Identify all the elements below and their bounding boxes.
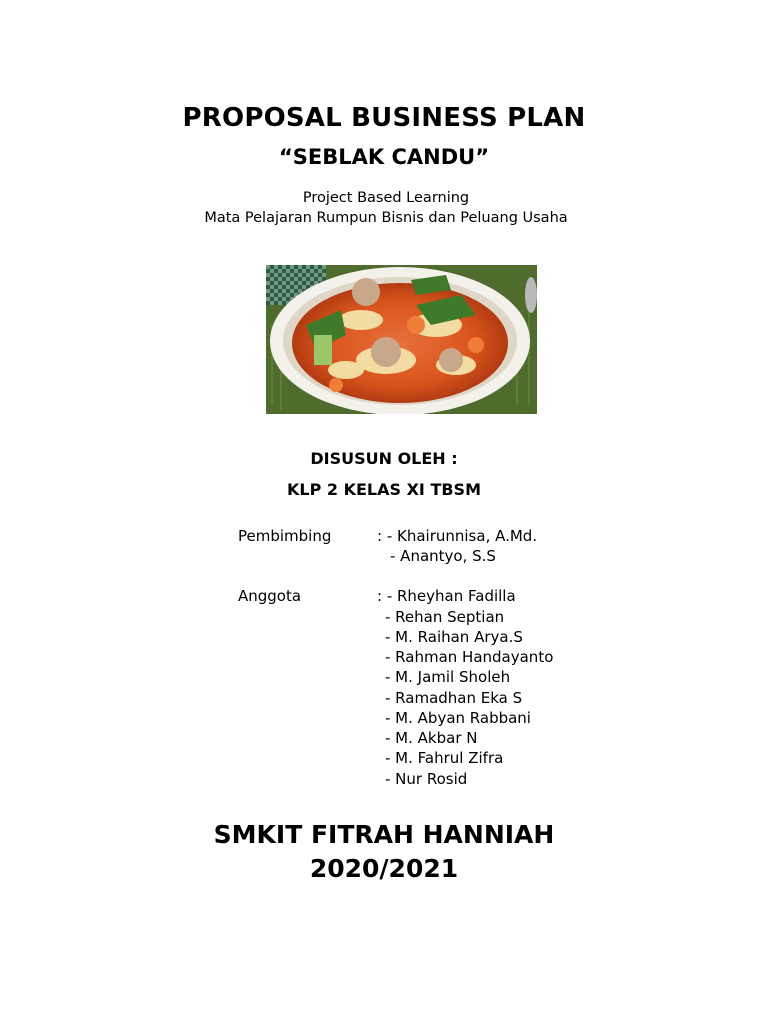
- advisor-name: - Anantyo, S.S: [390, 547, 496, 565]
- school-name: SMKIT FITRAH HANNIAH: [213, 820, 555, 849]
- group-label: KLP 2 KELAS XI TBSM: [286, 480, 481, 499]
- member-name: - M. Fahrul Zifra: [385, 749, 504, 767]
- member-name: - M. Jamil Sholeh: [385, 668, 511, 686]
- document-title: PROPOSAL BUSINESS PLAN: [182, 103, 586, 133]
- compiled-by-label: DISUSUN OLEH :: [310, 449, 458, 468]
- member-name: : - Rheyhan Fadilla: [377, 587, 516, 605]
- member-name: - Rahman Handayanto: [385, 648, 554, 666]
- member-name: - Rehan Septian: [385, 608, 505, 626]
- advisor-label: Pembimbing: [238, 527, 332, 545]
- context-line-2: Mata Pelajaran Rumpun Bisnis dan Peluang Usaha: [204, 210, 568, 226]
- member-name: - M. Akbar N: [385, 729, 478, 747]
- advisor-name: : - Khairunnisa, A.Md.: [377, 527, 538, 545]
- member-name: - Ramadhan Eka S: [385, 689, 523, 707]
- member-name: - M. Abyan Rabbani: [385, 709, 531, 727]
- member-name: - M. Raihan Arya.S: [385, 628, 523, 646]
- document-subtitle: “SEBLAK CANDU”: [278, 145, 490, 169]
- academic-year: 2020/2021: [309, 854, 459, 883]
- member-name: - Nur Rosid: [385, 770, 468, 788]
- members-label: Anggota: [238, 587, 302, 605]
- seblak-photo: [266, 265, 537, 414]
- context-line-1: Project Based Learning: [302, 190, 470, 206]
